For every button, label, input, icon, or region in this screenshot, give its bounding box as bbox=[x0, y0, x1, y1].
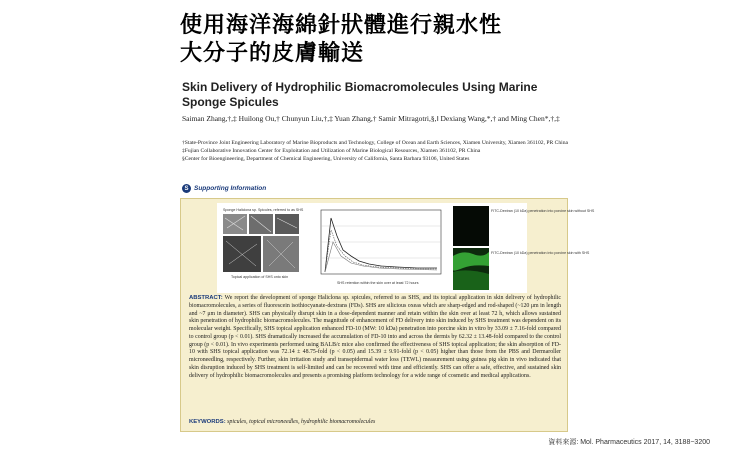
paper-affiliations bbox=[182, 140, 568, 164]
affiliation-2: ‡Fujian Collaborative Innovation Center for Exploitation and Utilization of Marine Biological Resources, Xiamen 361102, PR China bbox=[182, 147, 481, 154]
micro-caption-bottom: Topical application of SHS onto skin bbox=[231, 275, 289, 279]
abstract-box bbox=[180, 198, 595, 432]
paper-authors: Saiman Zhang,†,‡ Huilong Ou,† Chunyun Liu,†,‡ Yuan Zhang,† Samir Mitragotri,§,‖ Dexiang Wang,*,† and Ming Chen*,†,‡ bbox=[182, 114, 560, 123]
fluor-label-top: FITC-Dextran (10 kDa) penetration into porcine skin without SHS bbox=[491, 209, 595, 213]
supporting-info-link[interactable] bbox=[182, 184, 266, 193]
toc-graphic bbox=[217, 203, 595, 293]
abstract-label: ABSTRACT: bbox=[189, 295, 223, 301]
keywords-text: spicules, topical microneedles, hydrophilic biomacromolecules bbox=[227, 419, 376, 425]
abstract bbox=[189, 295, 561, 380]
supporting-info-icon: S bbox=[182, 184, 191, 193]
supporting-info-label: Supporting Information bbox=[194, 185, 267, 192]
fluor-label-bottom: FITC-Dextran (10 kDa) penetration into porcine skin with SHS bbox=[491, 251, 590, 255]
keywords-label: KEYWORDS: bbox=[189, 419, 226, 425]
paper-screenshot bbox=[176, 74, 595, 436]
paper-title: Skin Delivery of Hydrophilic Biomacromolecules Using Marine Sponge Spicules bbox=[182, 80, 538, 109]
fluorescence-images bbox=[453, 206, 595, 290]
micro-caption-top: Sponge Haliclona sp. Spicules, referred to as SHS bbox=[223, 208, 304, 212]
slide-heading bbox=[180, 12, 502, 68]
abstract-text: We report the development of sponge Haliclona sp. spicules, referred to as SHS, and its topical application in skin delivery of hydrophilic biomacromolecules, a series of fluorescein isothiocyanate-dextrans (FDs). SHS are silicious oxeas which are sharp-edged and rod-shaped (~120 μm in length and ~7 μm in diameter). SHS can physically disrupt skin in a dose-dependent manner and retain within the skin over at least 72 h, which allows sustained skin penetration of hydrophilic biomacromolecules. The magnitude of enhancement of FD delivery into skin induced by SHS treatment was dependent on its molecular weight. Specifically, SHS topical application enhanced FD-10 (MW: 10 kDa) penetration into porcine skin in vitro by 33.09 ± 7.16-fold compared to control group (p < 0.01). SHS dramatically increased the accumulation of FD-10 into and across the dermis by 62.32 ± 13.48-fold compared to the control group (p < 0.01). In vivo experiments performed using BALB/c mice also confirmed the effectiveness of SHS topical application; the skin absorption of FD-10 with SHS topical application was 72.14 ± 48.75-fold (p < 0.05) and 15.39 ± 9.91-fold (p < 0.05) higher than those from the PBS and Dermaroller microneedling, respectively. Further, skin irritation study and transepidermal water loss (TEWL) measurement using guinea pig skin in vivo indicated that skin disruption induced by SHS treatment is self-limited and can be recovered with time and efficiently. SHS can offer a safe, effective, and sustained skin delivery of hydrophilic biomacromolecules and presents a promising platform technology for a wide range of cosmetic and medical applications. bbox=[189, 295, 561, 379]
keywords bbox=[189, 419, 561, 425]
spicule-micrograph bbox=[221, 206, 304, 282]
affiliation-1: †State-Province Joint Engineering Laboratory of Marine Bioproducts and Technology, College of Ocean and Earth Sciences, Xiamen University, Xiamen 361102, PR China bbox=[182, 140, 568, 146]
heading-line-1: 使用海洋海綿針狀體進行親水性 bbox=[180, 13, 503, 38]
affiliation-3: §Center for Bioengineering, Department of Chemical Engineering, University of California, Santa Barbara 93106, United States bbox=[182, 155, 470, 162]
heading-line-2: 大分子的皮膚輸送 bbox=[180, 41, 365, 66]
source-citation: 資料來源: Mol. Pharmaceutics 2017, 14, 3188−3200 bbox=[548, 439, 710, 446]
chart-xlabel: SHS retention within the skin over at least 72 hours bbox=[337, 281, 419, 285]
toc-line-chart bbox=[307, 206, 447, 288]
